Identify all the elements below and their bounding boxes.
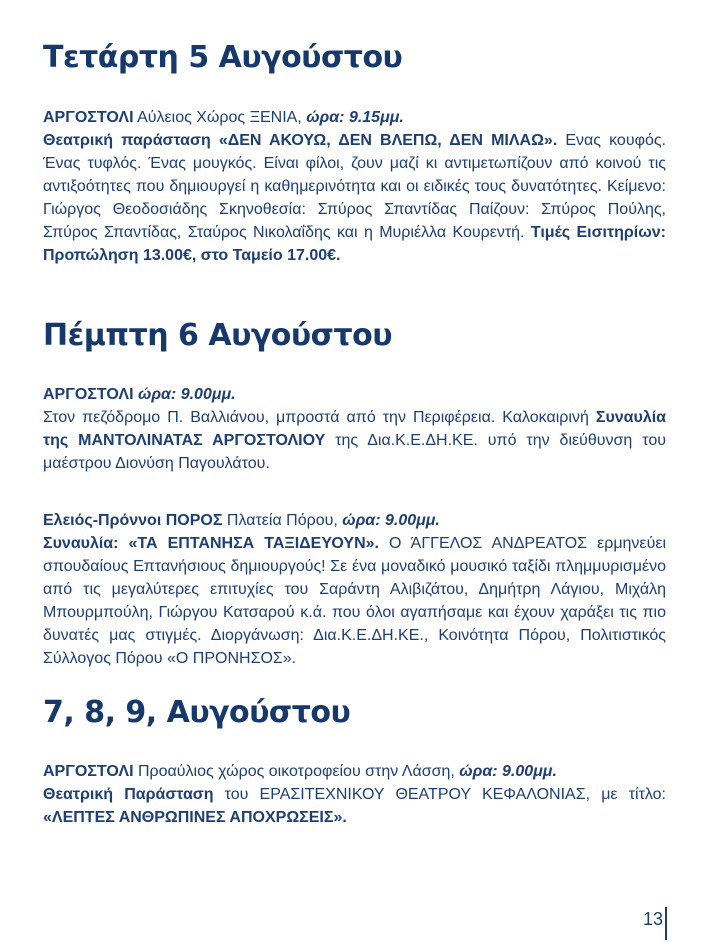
heading-wednesday: Τετάρτη 5 Αυγούστου [43, 40, 403, 75]
event-paragraph [43, 106, 666, 267]
page-number: 13 [643, 909, 664, 929]
body-text: του ΕΡΑΣΙΤΕΧΝΙΚΟΥ ΘΕΑΤΡΟΥ ΚΕΦΑΛΟΝΙΑΣ, με τίτλο: [213, 786, 666, 803]
body-text: Αύλειος Χώρος ΞΕΝΙΑ, [133, 109, 307, 126]
page-number-rule [665, 907, 667, 940]
body-text: Πλατεία Πόρου, [222, 512, 343, 529]
event-paragraph [43, 509, 666, 670]
body-text: Προαύλιος χώρος οικοτροφείου στην Λάσση, [133, 763, 460, 780]
time-text: ώρα: 9.15μμ. [306, 109, 404, 126]
bold-text: ΑΡΓΟΣΤΟΛΙ [43, 763, 134, 780]
time-text: ώρα: 9.00μμ. [137, 386, 236, 403]
bold-text: Συναυλία: «ΤΑ ΕΠΤΑΝΗΣΑ ΤΑΞΙΔΕΥΟΥΝ». [43, 535, 379, 552]
event-paragraph [43, 383, 666, 475]
body-text: Στον πεζόδρομο Π. Βαλλιάνου, μπροστά από την Περιφέρεια. Καλοκαιρινή [43, 409, 596, 426]
bold-text: ΑΡΓΟΣΤΟΛΙ [43, 386, 134, 403]
bold-text: ΑΡΓΟΣΤΟΛΙ [43, 109, 134, 126]
event-paragraph [43, 760, 666, 829]
bold-text: Τιμές Εισιτηρίων: Προπώληση 13.00€, στο Ταμείο 17.00€. [43, 224, 666, 264]
body-text: της Δια.Κ.Ε.ΔΗ.ΚΕ. υπό την διεύθυνση του μαέστρου Διονύση Παγουλάτου. [43, 432, 667, 472]
heading-thursday: Πέμπτη 6 Αυγούστου [43, 318, 393, 353]
body-text: Ενας κουφός. Ένας τυφλός. Ένας μουγκός. Είναι φίλοι, ζουν μαζί κι αντιμετωπίζουν από κοινού τις αντιξοότητες που δημιουργεί η καθημερινότητα και οι ειδικές τους δυνατότητες. Κείμενο: Γιώργος Θεοδοσιάδης Σκηνοθεσία: Σπύρος Σπαντίδας Παίζουν: Σπύρος Πούλης, Σπύρος Σπαντίδας, Σταύρος Νικολαΐδης και η Μυριέλλα Κουρεντή. [43, 132, 667, 241]
bold-text: Συναυλία της ΜΑΝΤΟΛΙΝΑΤΑΣ ΑΡΓΟΣΤΟΛΙΟΥ [43, 409, 666, 449]
bold-text: Ελειός-Πρόννοι ΠΟΡΟΣ [43, 512, 223, 529]
body-text: Ο ΆΓΓΕΛΟΣ ΑΝΔΡΕΑΤΟΣ ερμηνεύει σπουδαίους Επτανήσιους δημιουργούς! Σε ένα μοναδικό μουσικό ταξίδι πλημμυρισμένο από τις μεγαλύτερες επιτυχίες του Σαράντη Αλιβιζάτου, Δημήτρη Λάγιου, Μιχάλη Μπουρμπούλη, Γιώργου Κατσαρού κ.ά. που όλοι αγαπήσαμε και έχουν χαράξει τις πιο δυνατές μας στιγμές. Διοργάνωση: Δια.Κ.Ε.ΔΗ.ΚΕ., Κοινότητα Πόρου, Πολιτιστικός Σύλλογος Πόρου «Ο ΠΡΟΝΗΣΟΣ». [43, 535, 667, 667]
bold-text: Θεατρική παράσταση «ΔΕΝ ΑΚΟΥΩ, ΔΕΝ ΒΛΕΠΩ, ΔΕΝ ΜΙΛΑΩ». [43, 132, 558, 149]
bold-text: Θεατρική Παράσταση [43, 786, 214, 803]
time-text: ώρα: 9.00μμ. [459, 763, 557, 780]
time-text: ώρα: 9.00μμ. [342, 512, 440, 529]
bold-text: «ΛΕΠΤΕΣ ΑΝΘΡΩΠΙΝΕΣ ΑΠΟΧΡΩΣΕΙΣ». [43, 809, 347, 826]
heading-aug-7-9: 7, 8, 9, Αυγούστου [43, 695, 351, 730]
